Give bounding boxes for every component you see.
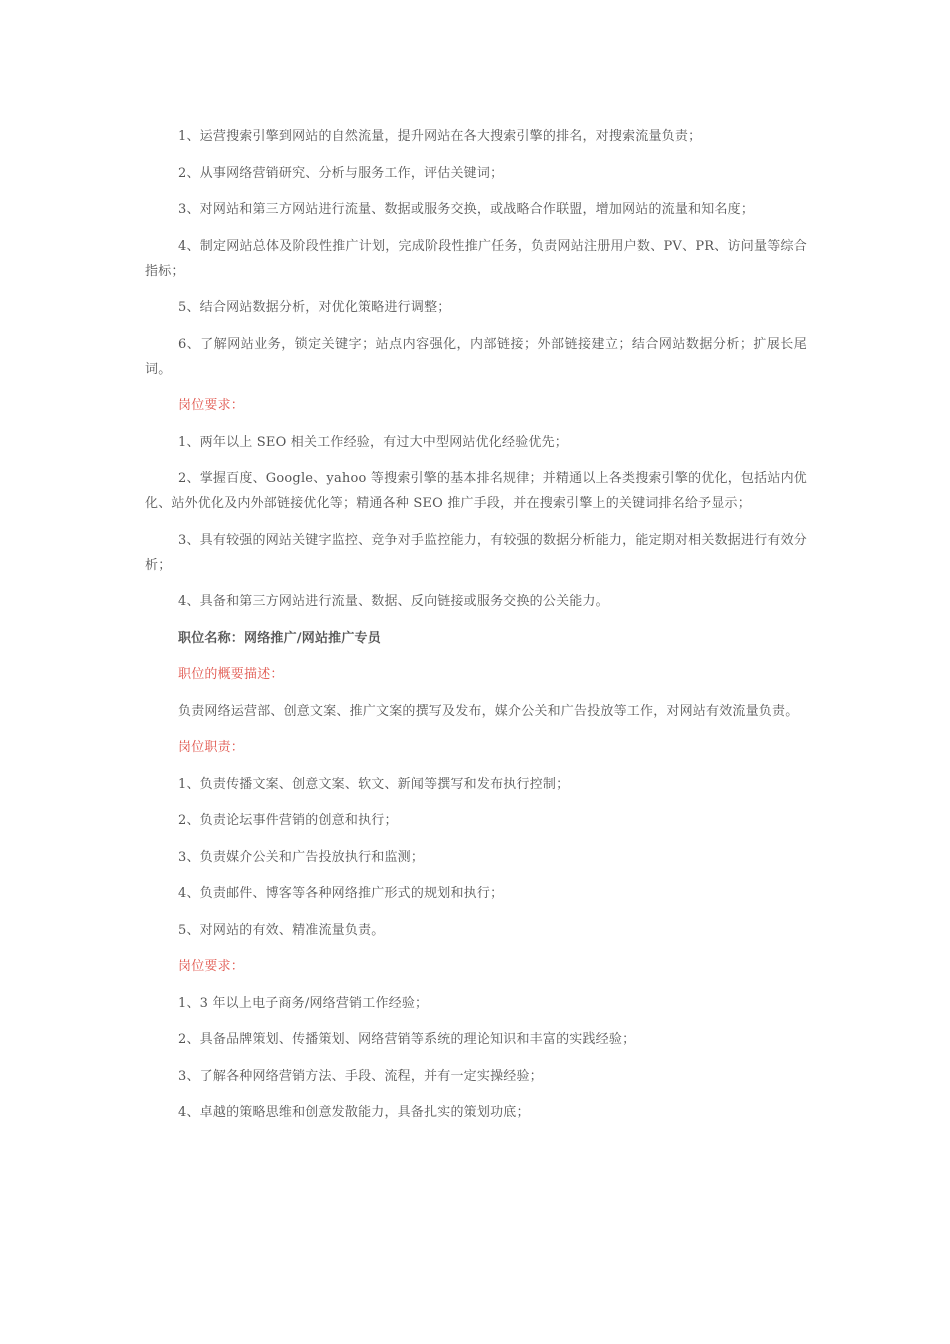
duty-item-3: 3、对网站和第三方网站进行流量、数据或服务交换，或战略合作联盟，增加网站的流量和知名度；	[178, 202, 755, 217]
requirement-item-3: 3、具有较强的网站关键字监控、竞争对手监控能力，有较强的数据分析能力，能定期对相关数据进行有效分析；	[145, 532, 807, 573]
section-heading-duties: 岗位职责：	[178, 740, 245, 755]
section-heading-requirements-2: 岗位要求：	[178, 959, 245, 974]
job-title: 职位名称：网络推广/网站推广专员	[178, 630, 381, 646]
requirement-item-3b: 3、了解各种网络营销方法、手段、流程，并有一定实操经验；	[178, 1068, 543, 1084]
duty-item-1b: 1、负责传播文案、创意文案、软文、新闻等撰写和发布执行控制；	[178, 776, 570, 792]
requirement-item-4b: 4、卓越的策略思维和创意发散能力，具备扎实的策划功底；	[178, 1105, 530, 1120]
duty-item-5b: 5、对网站的有效、精准流量负责。	[178, 922, 385, 938]
duty-item-5: 5、结合网站数据分析，对优化策略进行调整；	[178, 300, 451, 315]
duty-item-4b: 4、负责邮件、博客等各种网络推广形式的规划和执行；	[178, 886, 504, 901]
duty-item-3b: 3、负责媒介公关和广告投放执行和监测；	[178, 849, 425, 865]
requirement-item-1: 1、两年以上 SEO 相关工作经验，有过大中型网站优化经验优先；	[178, 434, 568, 450]
duty-item-2: 2、从事网络营销研究、分析与服务工作，评估关键词；	[178, 165, 504, 181]
section-heading-requirements: 岗位要求：	[178, 398, 245, 413]
duty-item-6: 6、了解网站业务，锁定关键字；站点内容强化，内部链接；外部链接建立；结合网站数据分析；扩展长尾词。	[145, 336, 807, 377]
duty-item-2b: 2、负责论坛事件营销的创意和执行；	[178, 813, 398, 828]
requirement-item-2b: 2、具备品牌策划、传播策划、网络营销等系统的理论知识和丰富的实践经验；	[178, 1032, 636, 1047]
document-page	[145, 124, 807, 1137]
section-heading-summary: 职位的概要描述：	[178, 667, 284, 682]
duty-item-4: 4、制定网站总体及阶段性推广计划，完成阶段性推广任务，负责网站注册用户数、PV、PR、访问量等综合指标；	[145, 238, 807, 279]
requirement-item-4: 4、具备和第三方网站进行流量、数据、反向链接或服务交换的公关能力。	[178, 594, 609, 609]
requirement-item-1b: 1、3 年以上电子商务/网络营销工作经验；	[178, 995, 429, 1011]
duty-item-1: 1、运营搜索引擎到网站的自然流量，提升网站在各大搜索引擎的排名，对搜索流量负责；	[178, 129, 702, 144]
job-summary: 负责网络运营部、创意文案、推广文案的撰写及发布，媒介公关和广告投放等工作，对网站有效流量负责。	[178, 703, 799, 719]
requirement-item-2: 2、掌握百度、Google、yahoo 等搜索引擎的基本排名规律；并精通以上各类搜索引擎的优化，包括站内优化、站外优化及内外部链接优化等；精通各种 SEO 推广手段，并在搜索引擎上的关键词排名给予显示；	[145, 471, 807, 511]
